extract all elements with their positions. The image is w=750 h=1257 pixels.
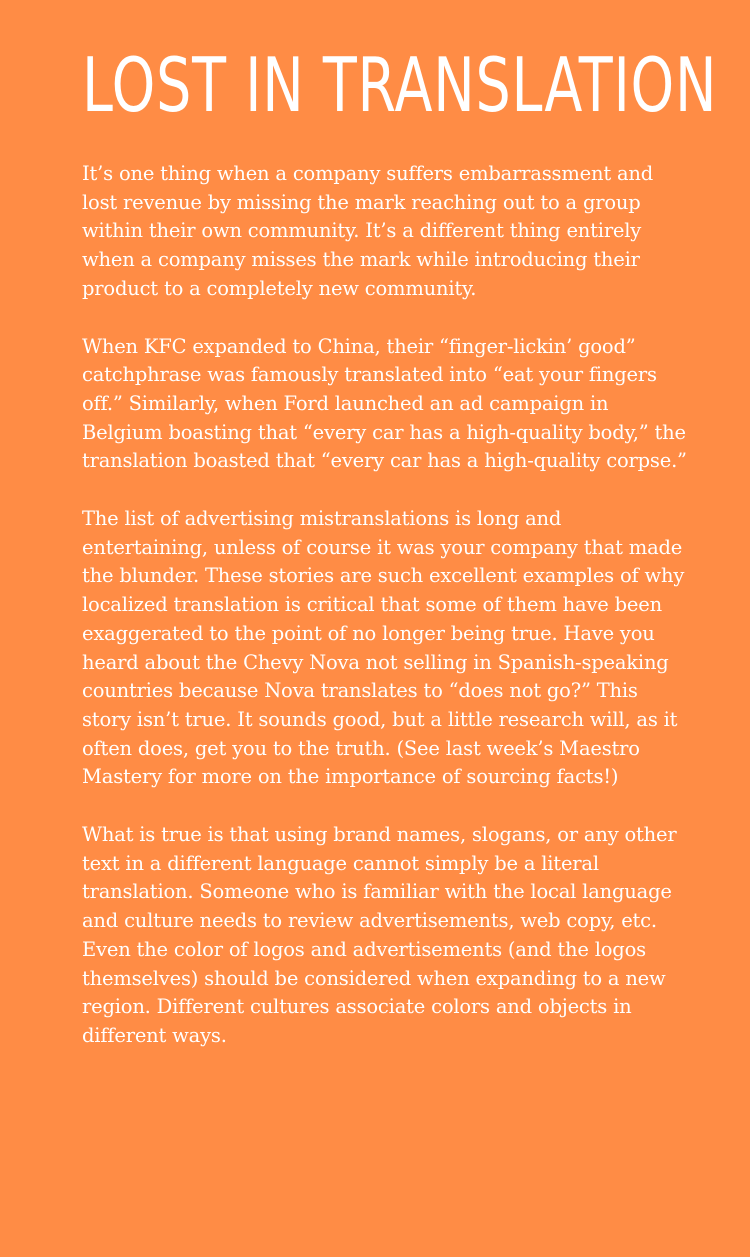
article-paragraph-4: What is true is that using brand names, slogans, or any other text in a different language cannot simply be a literal translation. Someone who is familiar with the local language and culture needs to review advertisements, web copy, etc. Even the color of logos and advertisements (and the logos themselves) should be considered when expanding to a new region. Different cultures associate colors and objects in different ways.: [82, 823, 677, 1047]
article-paragraph-1: It’s one thing when a company suffers embarrassment and lost revenue by missing the mark reaching out to a group within their own community. It’s a different thing entirely when a company misses the mark while introducing their product to a completely new community.: [82, 162, 654, 300]
article-paragraph-3: The list of advertising mistranslations is long and entertaining, unless of course it was your company that made the blunder. These stories are such excellent examples of why localized translation is critical that some of them have been exaggerated to the point of no longer being true. Have you heard about the Chevy Nova not selling in Spanish-speaking countries because Nova translates to “does not go?” This story isn’t true. It sounds good, but a little research will, as it often does, get you to the truth. (See last week’s Maestro Mastery for more on the importance of sourcing facts!): [82, 507, 685, 789]
article-paragraph-2: When KFC expanded to China, their “finger-lickin’ good” catchphrase was famously translated into “eat your fingers off.” Similarly, when Ford launched an ad campaign in Belgium boasting that “every car has a high-quality body,” the translation boasted that “every car has a high-quality corpse.”: [82, 334, 687, 473]
article-title: LOST IN TRANSLATION: [82, 41, 718, 129]
article-body: [82, 160, 688, 1051]
